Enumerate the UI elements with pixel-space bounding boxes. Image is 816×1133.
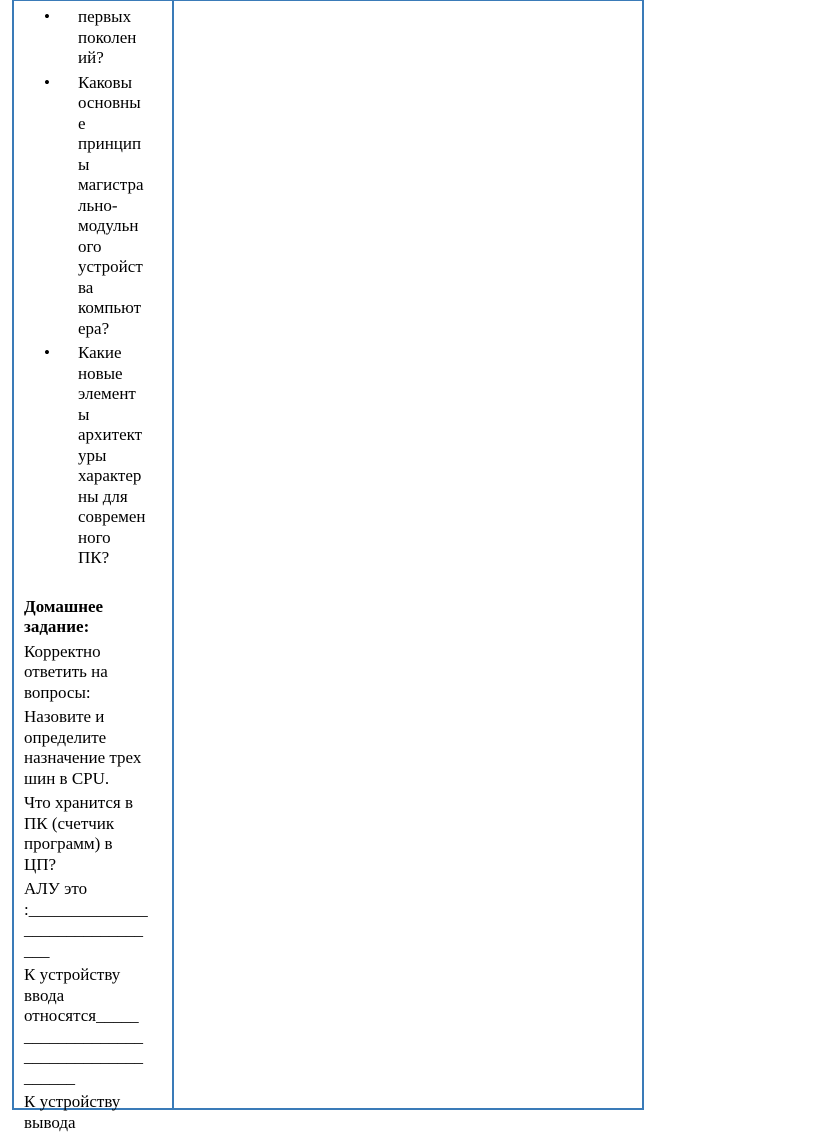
question-line: основны <box>78 93 172 114</box>
question-line: ы <box>78 155 172 176</box>
paragraph-line: вопросы: <box>24 683 172 704</box>
question-line: ы <box>78 405 172 426</box>
question-line: ного <box>78 528 172 549</box>
question-item <box>24 7 172 69</box>
paragraph-line: программ) в <box>24 834 172 855</box>
question-line: магистра <box>78 175 172 196</box>
question-line: льно- <box>78 196 172 217</box>
question-line: ны для <box>78 487 172 508</box>
paragraph-line: :______________ <box>24 900 172 921</box>
question-line: архитект <box>78 425 172 446</box>
question-item <box>24 73 172 340</box>
paragraph-line: ______________ <box>24 920 172 941</box>
paragraph-line: вывода <box>24 1113 172 1133</box>
paragraph-line: АЛУ это <box>24 879 172 900</box>
question-line: ПК? <box>78 548 172 569</box>
homework-paragraph <box>24 879 172 961</box>
question-line: уры <box>78 446 172 467</box>
paragraph-line: ввода <box>24 986 172 1007</box>
paragraph-line: ______________ <box>24 1027 172 1048</box>
question-line: е <box>78 114 172 135</box>
homework-paragraph <box>24 642 172 704</box>
paragraph-line: ответить на <box>24 662 172 683</box>
question-line: характер <box>78 466 172 487</box>
document-table <box>12 0 644 1110</box>
homework-title <box>24 597 172 638</box>
paragraph-line: шин в CPU. <box>24 769 172 790</box>
question-item <box>24 343 172 569</box>
question-line: ера? <box>78 319 172 340</box>
paragraph-line: Назовите и <box>24 707 172 728</box>
paragraph-line: ___ <box>24 941 172 962</box>
paragraph-line: определите <box>24 728 172 749</box>
homework-title-line: Домашнее <box>24 597 172 618</box>
homework-paragraph <box>24 793 172 875</box>
homework-paragraph <box>24 1092 172 1133</box>
homework-title-line: задание: <box>24 617 172 638</box>
paragraph-line: ПК (счетчик <box>24 814 172 835</box>
bullet-icon: • <box>44 343 50 364</box>
paragraph-line: относятся_____ <box>24 1006 172 1027</box>
question-line: ого <box>78 237 172 258</box>
question-line: компьют <box>78 298 172 319</box>
paragraph-line: Что хранится в <box>24 793 172 814</box>
question-line: ий? <box>78 48 172 69</box>
question-line: элемент <box>78 384 172 405</box>
question-line: поколен <box>78 28 172 49</box>
left-column <box>14 1 174 1108</box>
paragraph-line: К устройству <box>24 965 172 986</box>
question-line: Каковы <box>78 73 172 94</box>
homework-paragraph <box>24 965 172 1088</box>
question-line: первых <box>78 7 172 28</box>
question-line: принцип <box>78 134 172 155</box>
question-line: модульн <box>78 216 172 237</box>
paragraph-line: К устройству <box>24 1092 172 1113</box>
right-column <box>174 1 642 1108</box>
question-line: устройст <box>78 257 172 278</box>
question-line: современ <box>78 507 172 528</box>
paragraph-line: ______ <box>24 1068 172 1089</box>
question-line: Какие <box>78 343 172 364</box>
paragraph-line: Корректно <box>24 642 172 663</box>
paragraph-line: назначение трех <box>24 748 172 769</box>
bullet-icon: • <box>44 73 50 94</box>
homework-paragraph <box>24 707 172 789</box>
question-line: новые <box>78 364 172 385</box>
paragraph-line: ______________ <box>24 1047 172 1068</box>
bullet-icon: • <box>44 7 50 28</box>
question-line: ва <box>78 278 172 299</box>
paragraph-line: ЦП? <box>24 855 172 876</box>
question-list <box>24 7 172 569</box>
